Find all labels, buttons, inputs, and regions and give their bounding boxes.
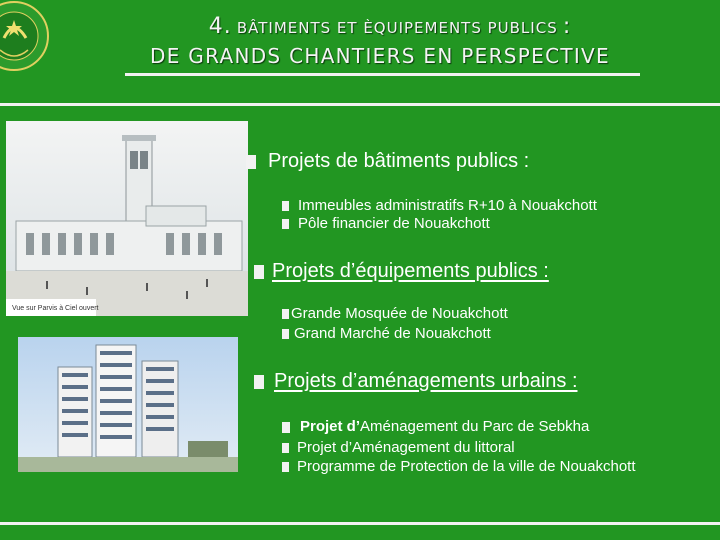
section-urban-heading: Projets d’aménagements urbains : [254, 370, 578, 393]
list-item: Projet d’Aménagement du littoral [282, 439, 515, 456]
bullet-square-icon [254, 265, 264, 279]
list-item: Grand Marché de Nouakchott [282, 325, 491, 342]
list-item: Programme de Protection de la ville de Nouakchott [282, 458, 636, 475]
bullet-square-icon [246, 155, 256, 169]
title-underline [125, 73, 640, 76]
mosque-illustration [6, 121, 248, 316]
list-item: Immeubles administratifs R+10 à Nouakchott [282, 197, 597, 214]
divider-bottom [0, 522, 720, 525]
bullet-square-icon [282, 329, 289, 339]
bullet-square-icon [282, 422, 290, 433]
bullet-square-icon [282, 443, 289, 453]
title-colon: : [562, 14, 572, 39]
divider-top [0, 103, 720, 106]
national-emblem-icon [0, 0, 50, 86]
list-item: Pôle financier de Nouakchott [282, 215, 490, 232]
towers-illustration [18, 337, 238, 472]
title-text-1: BÂTIMENTS ET ÈQUIPEMENTS PUBLICS [236, 19, 558, 37]
slide-title-line-2: DE GRANDS CHANTIERS EN PERSPECTIVE [150, 44, 610, 68]
bullet-square-icon [254, 375, 264, 389]
bullet-square-icon [282, 309, 289, 319]
list-item: Projet d’Aménagement du Parc de Sebkha [282, 418, 589, 435]
bullet-square-icon [282, 219, 289, 229]
slide-title-line-1 [110, 14, 670, 39]
mosque-photo [6, 121, 248, 316]
towers-photo [18, 337, 238, 472]
title-number: 4. [208, 14, 232, 39]
section-buildings-heading: Projets de bâtiments publics : [246, 150, 529, 173]
section-equipment-heading: Projets d’équipements publics : [254, 260, 549, 283]
bullet-square-icon [282, 462, 289, 472]
list-item: Grande Mosquée de Nouakchott [282, 305, 508, 322]
bullet-square-icon [282, 201, 289, 211]
mosque-photo-caption: Vue sur Parvis à Ciel ouvert [12, 305, 99, 312]
